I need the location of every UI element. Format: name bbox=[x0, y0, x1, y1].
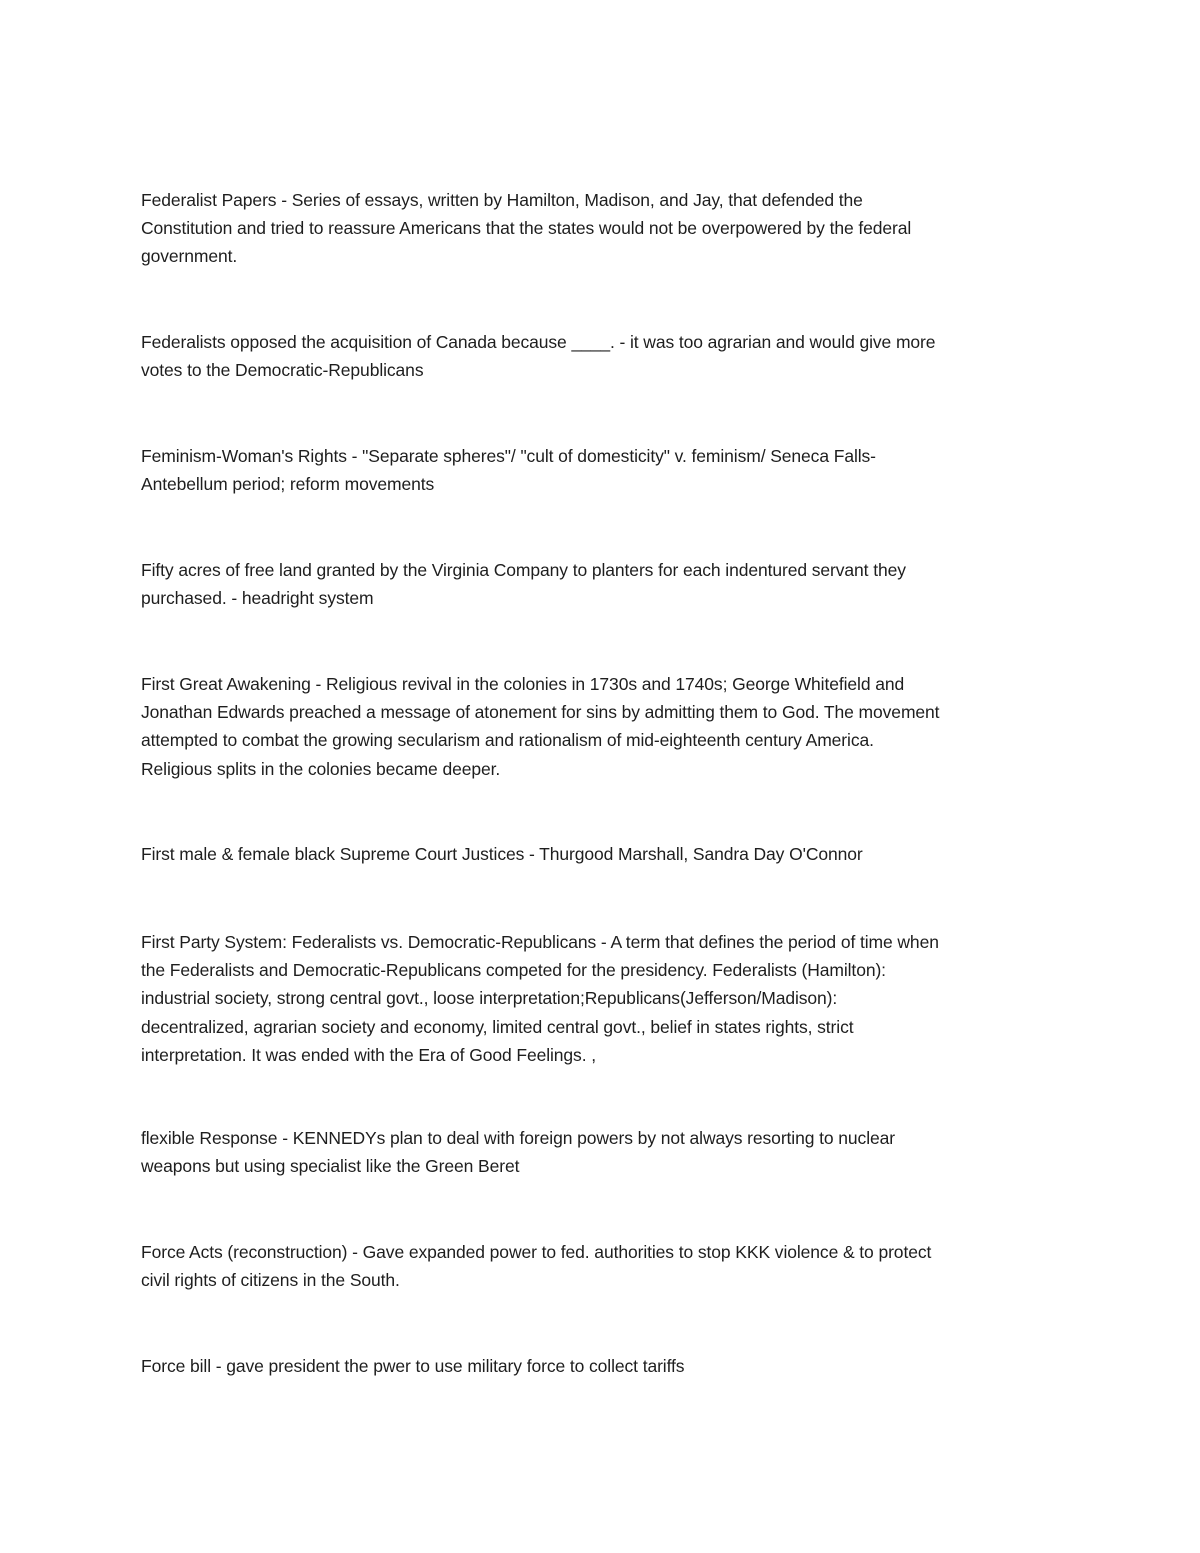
entry-flexible-response: flexible Response - KENNEDYs plan to deal with foreign powers by not always resorting to nuclear weapons but using specialist like the Green Beret bbox=[141, 1128, 895, 1177]
entry-federalist-papers: Federalist Papers - Series of essays, written by Hamilton, Madison, and Jay, that defended the Constitution and tried to reassure Americans that the states would not be overpowered by the federal government. bbox=[141, 190, 912, 267]
entry-first-party-system: First Party System: Federalists vs. Democratic-Republicans - A term that defines the period of time when the Federalists and Democratic-Republicans competed for the presidency. Federalists (Hamilton): industrial society, strong central govt., loose interpretation;Republicans(Jefferson/Madison): decentralized, agrarian society and economy, limited central govt., belief in states rights, strict interpretation. It was ended with the Era of Good Feelings. , bbox=[141, 932, 939, 1065]
entry-first-great-awakening: First Great Awakening - Religious revival in the colonies in 1730s and 1740s; George Whitefield and Jonathan Edwards preached a message of atonement for sins by admitting them to God. The movement attempted to combat the growing secularism and rationalism of mid-eighteenth century America. Religious splits in the colonies became deeper. bbox=[141, 674, 940, 779]
entry-canada-acquisition: Federalists opposed the acquisition of Canada because ____. - it was too agrarian and would give more votes to the Democratic-Republicans bbox=[141, 332, 936, 381]
entry-supreme-court-justices: First male & female black Supreme Court Justices - Thurgood Marshall, Sandra Day O'Connor bbox=[141, 844, 863, 864]
entry-headright-system: Fifty acres of free land granted by the Virginia Company to planters for each indentured servant they purchased. - headright system bbox=[141, 560, 906, 609]
entry-force-bill: Force bill - gave president the pwer to use military force to collect tariffs bbox=[141, 1356, 685, 1376]
entry-feminism-womans-rights: Feminism-Woman's Rights - "Separate spheres"/ "cult of domesticity" v. feminism/ Seneca Falls- Antebellum period; reform movements bbox=[141, 446, 876, 495]
entry-force-acts: Force Acts (reconstruction) - Gave expanded power to fed. authorities to stop KKK violence & to protect civil rights of citizens in the South. bbox=[141, 1242, 932, 1291]
